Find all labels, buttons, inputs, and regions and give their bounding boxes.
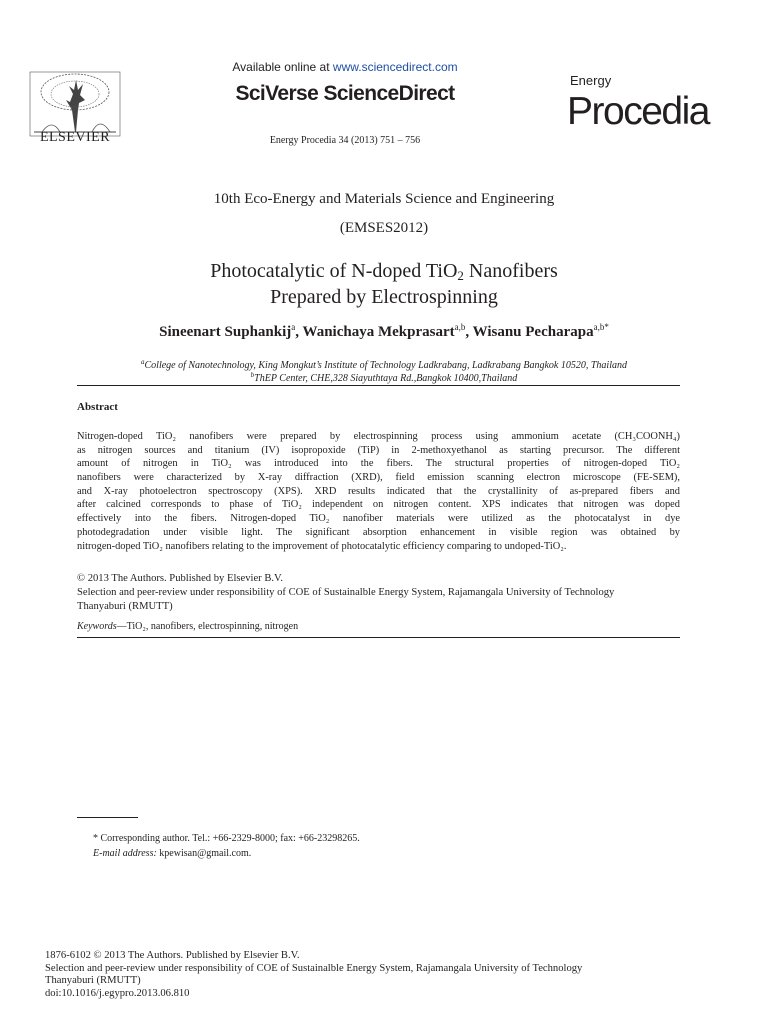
peer-review-line-cont: Thanyaburi (RMUTT) (77, 601, 173, 612)
abstract-body (77, 430, 680, 553)
abstract-line: as nitrogen sources and titanium (IV) isopropoxide (TiP) in 2-methoxyethanol as starting precursor. The different (77, 444, 680, 456)
divider-bottom (77, 637, 680, 638)
title-text-b: Nanofibers (463, 260, 558, 282)
divider-top (77, 385, 680, 386)
title-text-a: Photocatalytic of N-doped TiO (210, 260, 458, 282)
conference-name: 10th Eco-Energy and Materials Science and Engineering (213, 191, 555, 207)
platform-wordmark: SciVerse ScienceDirect (235, 82, 455, 105)
available-prefix: Available online at (232, 60, 333, 74)
abstract-line: nitrogen-doped TiO₂ nanofibers relating to the improvement of photocatalytic efficiency comparing to undoped-TiO₂. (77, 540, 567, 552)
journal-name-small: Energy (570, 73, 612, 88)
abstract-line: nanofibers were characterized by X-ray diffraction (XRD), field emission scanning electron microscope (FE-SEM), (77, 472, 680, 484)
issn-line: 1876-6102 © 2013 The Authors. Published by Elsevier B.V. (45, 950, 300, 961)
author-sup: a,b* (593, 322, 609, 332)
keywords (77, 621, 680, 632)
bottom-peer-review-cont: Thanyaburi (RMUTT) (45, 975, 141, 987)
affiliation-sup: b (250, 371, 255, 379)
abstract-line: effectively into the fibers. Nitrogen-doped TiO₂ nanofiber materials were utilized as the photocatalyst in dye (77, 513, 680, 525)
paper-title-line2: Prepared by Electrospinning (270, 286, 498, 308)
author-name: Wanichaya Mekprasart (302, 324, 455, 340)
affiliation-b (0, 373, 768, 384)
keywords-label: Keywords (77, 621, 117, 632)
affiliation-text: College of Nanotechnology, King Mongkut’s Institute of Technology Ladkrabang, Ladkrabang Bangkok 10520, Thailand (144, 360, 627, 371)
bottom-copyright (45, 950, 745, 1001)
doi[interactable]: doi:10.1016/j.egypro.2013.06.810 (45, 988, 190, 1000)
peer-review-line: Selection and peer-review under responsibility of COE of Sustainalble Energy System, Rajamangala University of Technology (77, 587, 615, 598)
bottom-peer-review: Selection and peer-review under responsibility of COE of Sustainalble Energy System, Rajamangala University of Technology (45, 962, 583, 974)
keywords-text: —TiO₂, nanofibers, electrospinning, nitrogen (116, 621, 299, 632)
affiliation-sup: a (141, 358, 145, 366)
abstract-line: Nitrogen-doped TiO₂ nanofibers were prepared by electrospinning process using ammonium acetate (CH₃COONH₄) (77, 431, 680, 442)
sciencedirect-link[interactable]: www.sciencedirect.com (332, 60, 458, 74)
publisher-wordmark: ELSEVIER (39, 130, 111, 145)
author-sup: a,b (454, 322, 466, 332)
abstract-line: amount of nitrogen in TiO₂ was introduced into the fibers. The structural properties of nitrogen-doped TiO₂ (77, 458, 680, 470)
affiliation-text: ThEP Center, CHE,328 Siayuthtaya Rd.,Bangkok 10400,Thailand (254, 373, 518, 384)
title-subscript: 2 (457, 268, 464, 283)
author-name: Sineenart Suphankij (159, 324, 292, 340)
conference-acronym: (EMSES2012) (339, 220, 429, 236)
copyright-line: © 2013 The Authors. Published by Elsevier B.V. (77, 573, 283, 584)
abstract-heading: Abstract (77, 401, 118, 413)
author-name: Wisanu Pecharapa (472, 324, 594, 340)
abstract-line: photodegradation under visible light. The significant absorption enhancement in visible region was obtained by (77, 526, 680, 538)
paper-title-line1 (0, 258, 768, 284)
abstract-line: after calcined corresponds to phase of TiO₂ independent on nitrogen content. XPS indicates that nitrogen was doped (77, 499, 680, 511)
copyright-block (77, 572, 697, 614)
footnote-rule (77, 817, 138, 818)
journal-name-big: Procedia (567, 90, 709, 133)
email-address[interactable]: kpewisan@gmail.com. (156, 848, 252, 859)
corresponding-author: * Corresponding author. Tel.: +66-2329-8000; fax: +66-23298265. (93, 833, 360, 844)
journal-reference: Energy Procedia 34 (2013) 751 – 756 (269, 135, 421, 146)
abstract-line: and X-ray photoelectron spectroscopy (XPS). XRD results indicated that the crystallinity of as-prepared fibers and (77, 485, 680, 497)
affiliation-a (0, 360, 768, 371)
author-sup: a (291, 322, 296, 332)
available-online (200, 60, 490, 74)
author-list: Sineenart Suphankij$^a$, Wanichaya Mekprasart$^{a,b}$, Wisanu Pecharapa$^{a,b*}$ (159, 322, 609, 340)
email-footnote (93, 848, 251, 859)
email-label: E-mail address: (93, 848, 157, 859)
